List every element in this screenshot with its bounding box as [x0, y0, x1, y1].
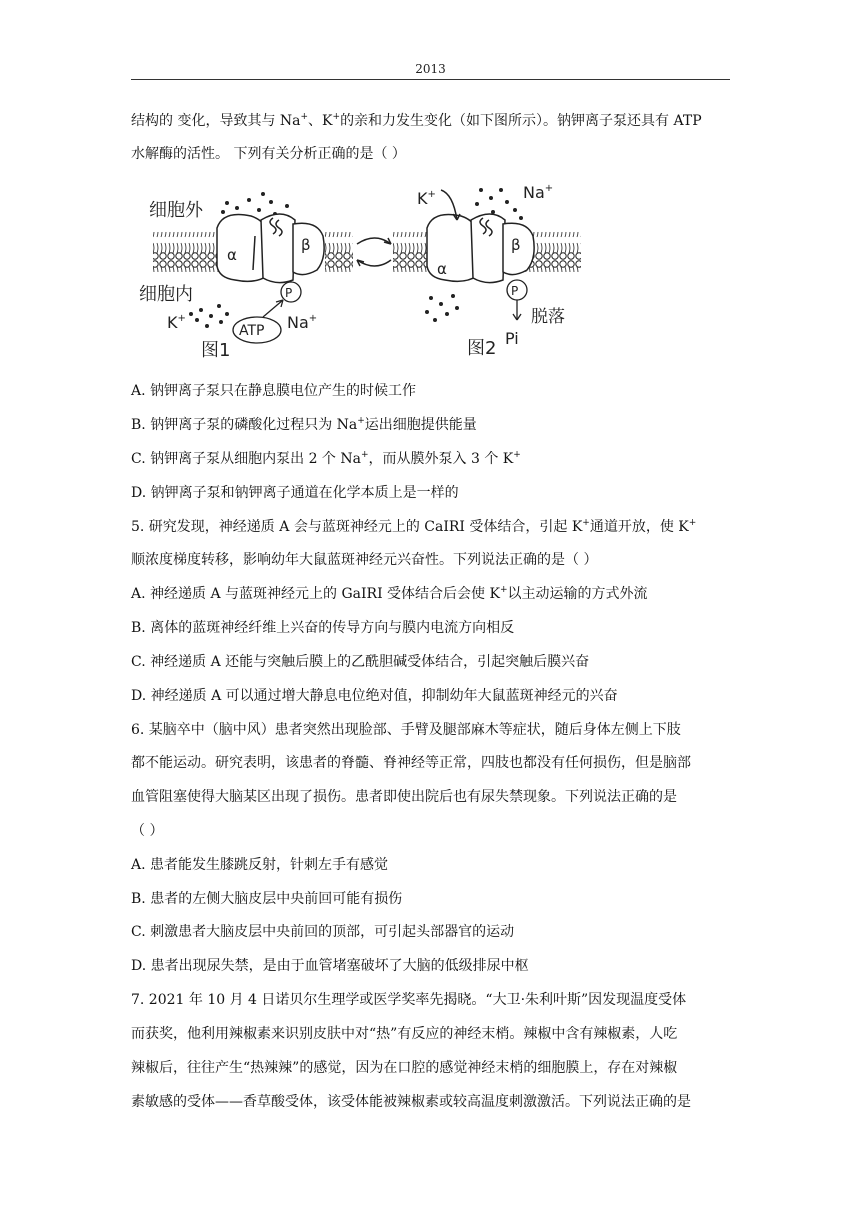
- membrane-fig1-right: [325, 232, 353, 272]
- q6-stem-line-1: 6. 某脑卒中（脑中风）患者突然出现脸部、手臂及腿部麻木等症状，随后身体左侧上下肢: [131, 722, 681, 738]
- k-label-fig2: K+: [417, 189, 436, 208]
- sodium-potassium-pump-figure: [135, 180, 595, 358]
- q6-stem-line-2: 都不能运动。研究表明，该患者的脊髓、脊神经等正常，四肢也都没有任何损伤，但是脑部: [131, 755, 691, 771]
- label-extracellular: 细胞外: [149, 200, 203, 221]
- na-label-fig2: Na+: [523, 183, 554, 202]
- membrane-fig2-left: [393, 232, 429, 272]
- phosphate-label-fig1: P: [285, 286, 293, 300]
- q4-option-b: B. 钠钾离子泵的磷酸化过程只为 Na+运出细胞提供能量: [131, 416, 477, 433]
- q5-stem-line-1: 5. 研究发现，神经递质 A 会与蓝斑神经元上的 CaIRI 受体结合，引起 K+通道开放，使 K+: [131, 518, 697, 535]
- q4-option-d: D. 钠钾离子泵和钠钾离子通道在化学本质上是一样的: [131, 485, 459, 501]
- figure-1-caption: 图1: [201, 340, 231, 358]
- q6-option-b: B. 患者的左侧大脑皮层中央前回可能有损伤: [131, 891, 403, 907]
- beta-label-fig2: β: [511, 236, 521, 254]
- q6-stem-line-3: 血管阻塞使得大脑某区出现了损伤。患者即使出院后也有尿失禁现象。下列说法正确的是: [131, 789, 677, 805]
- na-label-fig1: Na+: [287, 313, 318, 332]
- q6-stem-line-4: （ ）: [131, 823, 164, 839]
- page-header-number: 2013: [415, 62, 446, 76]
- q4-option-c: C. 钠钾离子泵从细胞内泵出 2 个 Na+，而从膜外泵入 3 个 K+: [131, 450, 521, 467]
- alpha-label-fig1: α: [227, 246, 237, 264]
- intro-line-1: 结构的 变化，导致其与 Na+、K+的亲和力发生变化（如下图所示）。钠钾离子泵还具有 ATP: [131, 112, 702, 129]
- q5-stem-line-2: 顺浓度梯度转移，影响幼年大鼠蓝斑神经元兴奋性。下列说法正确的是（ ）: [131, 552, 598, 568]
- q6-option-a: A. 患者能发生膝跳反射，针刺左手有感觉: [131, 857, 389, 873]
- q7-stem-line-1: 7. 2021 年 10 月 4 日诺贝尔生理学或医学奖率先揭晓。“大卫·朱利叶斯”因发现温度受体: [131, 992, 687, 1008]
- phosphate-label-fig2: P: [511, 284, 519, 298]
- beta-label-fig1: β: [301, 236, 311, 254]
- label-intracellular: 细胞内: [139, 284, 193, 305]
- q6-option-c: C. 刺激患者大脑皮层中央前回的顶部，可引起头部器官的运动: [131, 924, 515, 940]
- ions-intracellular-fig2: [425, 294, 459, 322]
- q5-option-b: B. 离体的蓝斑神经纤维上兴奋的传导方向与膜内电流方向相反: [131, 620, 515, 636]
- q5-option-c: C. 神经递质 A 还能与突触后膜上的乙酰胆碱受体结合，引起突触后膜兴奋: [131, 654, 590, 670]
- q7-stem-line-2: 而获奖，他利用辣椒素来识别皮肤中对“热”有反应的神经末梢。辣椒中含有辣椒素，人吃: [131, 1026, 678, 1042]
- q7-stem-line-3: 辣椒后，往往产生“热辣辣”的感觉，因为在口腔的感觉神经末梢的细胞膜上，存在对辣椒: [131, 1060, 678, 1076]
- ions-extracellular-fig1: [221, 192, 289, 216]
- transition-arrows: [357, 238, 391, 266]
- alpha-label-fig2: α: [437, 260, 447, 278]
- detach-label: 脱落: [531, 307, 565, 327]
- q5-option-a: A. 神经递质 A 与蓝斑神经元上的 GaIRI 受体结合后会使 K+以主动运输的方式外流: [131, 585, 648, 602]
- pi-label: Pi: [505, 329, 519, 348]
- q5-option-d: D. 神经递质 A 可以通过增大静息电位绝对值，抑制幼年大鼠蓝斑神经元的兴奋: [131, 688, 618, 704]
- q7-stem-line-4: 素敏感的受体——香草酸受体，该受体能被辣椒素或较高温度刺激激活。下列说法正确的是: [131, 1094, 691, 1110]
- atp-label: ATP: [239, 323, 265, 339]
- q4-option-a: A. 钠钾离子泵只在静息膜电位产生的时候工作: [131, 383, 417, 399]
- intro-line-2: 水解酶的活性。 下列有关分析正确的是（ ）: [131, 146, 406, 162]
- q6-option-d: D. 患者出现尿失禁，是由于血管堵塞破坏了大脑的低级排尿中枢: [131, 958, 529, 974]
- header-rule: [131, 79, 730, 80]
- ions-intracellular-fig1: [189, 304, 229, 328]
- figure-2-caption: 图2: [467, 338, 497, 358]
- k-label-fig1: K+: [167, 313, 186, 332]
